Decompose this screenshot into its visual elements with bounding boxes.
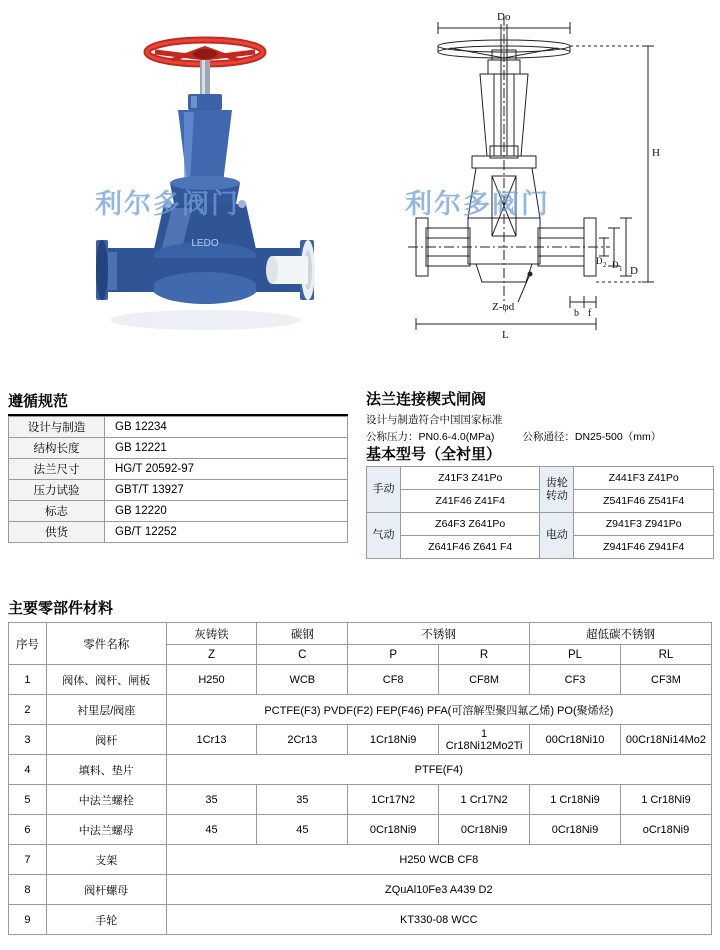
row-no: 4 [9, 755, 47, 785]
model-code: Z941F3 Z941Po [574, 513, 714, 536]
row-cell: 1Cr13 [166, 725, 257, 755]
table-row [9, 755, 712, 785]
standards-key: 设计与制造 [9, 417, 105, 438]
svg-text:b: b [574, 308, 579, 319]
row-name: 阀杆 [46, 725, 166, 755]
row-no: 7 [9, 845, 47, 875]
standards-value: GB 12221 [105, 438, 348, 459]
row-cell: CF8 [348, 665, 439, 695]
row-cell: 0Cr18Ni9 [530, 815, 621, 845]
col-code: P [348, 645, 439, 665]
row-cell: H250 [166, 665, 257, 695]
row-cell: 1 Cr18Ni12Mo2Ti [439, 725, 530, 755]
product-pressure: 公称压力：PN0.6-4.0(MPa) [366, 431, 495, 443]
row-name: 阀体、阀杆、闸板 [46, 665, 166, 695]
col-code: C [257, 645, 348, 665]
row-cell: 1Cr18Ni9 [348, 725, 439, 755]
row-cell: 45 [166, 815, 257, 845]
col-group-carbon-steel: 碳钢 [257, 623, 348, 645]
standards-key: 法兰尺寸 [9, 459, 105, 480]
row-span-cell: KT330-08 WCC [166, 905, 711, 935]
product-diameter: 公称通径：DN25-500（mm） [522, 431, 662, 443]
model-code: Z541F46 Z541F4 [574, 490, 714, 513]
model-code: Z941F46 Z941F4 [574, 536, 714, 559]
row-cell: 45 [257, 815, 348, 845]
row-cell: 1 Cr18Ni9 [530, 785, 621, 815]
standards-value: GB/T 12252 [105, 522, 348, 543]
col-code: RL [620, 645, 711, 665]
row-name: 衬里层/阀座 [46, 695, 166, 725]
product-title: 法兰连接楔式闸阀 [366, 391, 487, 408]
table-row [9, 459, 348, 480]
model-table [366, 466, 714, 559]
model-drive-manual-label: 手动 [367, 467, 401, 513]
product-header [366, 388, 716, 444]
row-cell: 35 [166, 785, 257, 815]
table-row [9, 875, 712, 905]
model-drive-pneumatic-label: 气动 [367, 513, 401, 559]
standards-table [8, 416, 348, 543]
row-no: 2 [9, 695, 47, 725]
table-row [9, 522, 348, 543]
table-row [9, 695, 712, 725]
row-cell: CF3M [620, 665, 711, 695]
model-code: Z41F3 Z41Po [400, 467, 540, 490]
row-span-cell: PCTFE(F3) PVDF(F2) FEP(F46) PFA(可溶解型聚四氟乙烯) PO(聚烯烃) [166, 695, 711, 725]
table-row [9, 501, 348, 522]
table-header-row [9, 623, 712, 645]
row-name: 阀杆螺母 [46, 875, 166, 905]
svg-text:LEDO: LEDO [191, 238, 219, 249]
row-span-cell: PTFE(F4) [166, 755, 711, 785]
watermark-right: 利尔多阀门 [405, 189, 550, 219]
row-span-cell: H250 WCB CF8 [166, 845, 711, 875]
model-table-section [366, 466, 714, 559]
standards-section [8, 390, 348, 543]
row-name: 手轮 [46, 905, 166, 935]
row-name: 填料、垫片 [46, 755, 166, 785]
row-no: 1 [9, 665, 47, 695]
standards-key: 结构长度 [9, 438, 105, 459]
table-row [9, 815, 712, 845]
table-row [9, 845, 712, 875]
row-no: 9 [9, 905, 47, 935]
svg-text:H: H [652, 147, 660, 159]
row-cell: CF8M [439, 665, 530, 695]
col-group-low-carbon-stainless: 超低碳不锈钢 [530, 623, 712, 645]
svg-text:D: D [630, 265, 638, 277]
row-cell: oCr18Ni9 [620, 815, 711, 845]
svg-text:Z-φd: Z-φd [492, 301, 515, 313]
table-row [9, 438, 348, 459]
model-code: Z641F46 Z641 F4 [400, 536, 540, 559]
row-cell: 0Cr18Ni9 [439, 815, 530, 845]
row-no: 3 [9, 725, 47, 755]
standards-title: 遵循规范 [8, 393, 69, 410]
materials-title: 主要零部件材料 [8, 600, 114, 617]
table-row [9, 480, 348, 501]
standards-key: 标志 [9, 501, 105, 522]
table-row [9, 905, 712, 935]
row-name: 中法兰螺母 [46, 815, 166, 845]
svg-text:D: D [612, 260, 619, 270]
row-cell: 0Cr18Ni9 [348, 815, 439, 845]
model-drive-electric-label: 电动 [540, 513, 574, 559]
row-cell: 1 Cr18Ni9 [620, 785, 711, 815]
table-row [9, 417, 348, 438]
row-cell: 2Cr13 [257, 725, 348, 755]
row-cell: WCB [257, 665, 348, 695]
row-name: 中法兰螺栓 [46, 785, 166, 815]
product-subtitle: 设计与制造符合中国国家标准 [366, 414, 503, 426]
row-span-cell: ZQuAl10Fe3 A439 D2 [166, 875, 711, 905]
materials-table [8, 622, 712, 935]
standards-value: GBT/T 13927 [105, 480, 348, 501]
col-code: Z [166, 645, 257, 665]
col-group-stainless: 不锈钢 [348, 623, 530, 645]
svg-text:Do: Do [497, 11, 511, 23]
top-illustrations [0, 0, 720, 385]
col-code: R [439, 645, 530, 665]
model-drive-gear-label: 齿轮 转动 [540, 467, 574, 513]
materials-section [8, 622, 712, 935]
model-code: Z441F3 Z41Po [574, 467, 714, 490]
col-group-cast-iron: 灰铸铁 [166, 623, 257, 645]
row-name: 支架 [46, 845, 166, 875]
table-row [367, 467, 714, 490]
col-code: PL [530, 645, 621, 665]
model-table-title: 基本型号（全衬里） [366, 446, 502, 463]
row-cell: 35 [257, 785, 348, 815]
svg-text:1: 1 [619, 265, 623, 273]
row-no: 5 [9, 785, 47, 815]
svg-text:L: L [502, 329, 509, 341]
svg-text:D: D [596, 256, 603, 266]
row-no: 6 [9, 815, 47, 845]
table-row [367, 513, 714, 536]
row-no: 8 [9, 875, 47, 905]
standards-value: GB 12234 [105, 417, 348, 438]
row-cell: 00Cr18Ni10 [530, 725, 621, 755]
model-code: Z41F46 Z41F4 [400, 490, 540, 513]
table-row [9, 665, 712, 695]
row-cell: 00Cr18Ni14Mo2 [620, 725, 711, 755]
standards-key: 供货 [9, 522, 105, 543]
row-cell: CF3 [530, 665, 621, 695]
standards-key: 压力试验 [9, 480, 105, 501]
svg-text:f: f [588, 308, 592, 319]
standards-value: HG/T 20592-97 [105, 459, 348, 480]
standards-value: GB 12220 [105, 501, 348, 522]
svg-text:2: 2 [603, 261, 607, 269]
row-cell: 1Cr17N2 [348, 785, 439, 815]
table-row [9, 725, 712, 755]
col-header-no: 序号 [9, 623, 47, 665]
col-header-name: 零件名称 [46, 623, 166, 665]
model-code: Z64F3 Z641Po [400, 513, 540, 536]
watermark-left: 利尔多阀门 [95, 189, 240, 219]
table-row [9, 785, 712, 815]
row-cell: 1 Cr17N2 [439, 785, 530, 815]
